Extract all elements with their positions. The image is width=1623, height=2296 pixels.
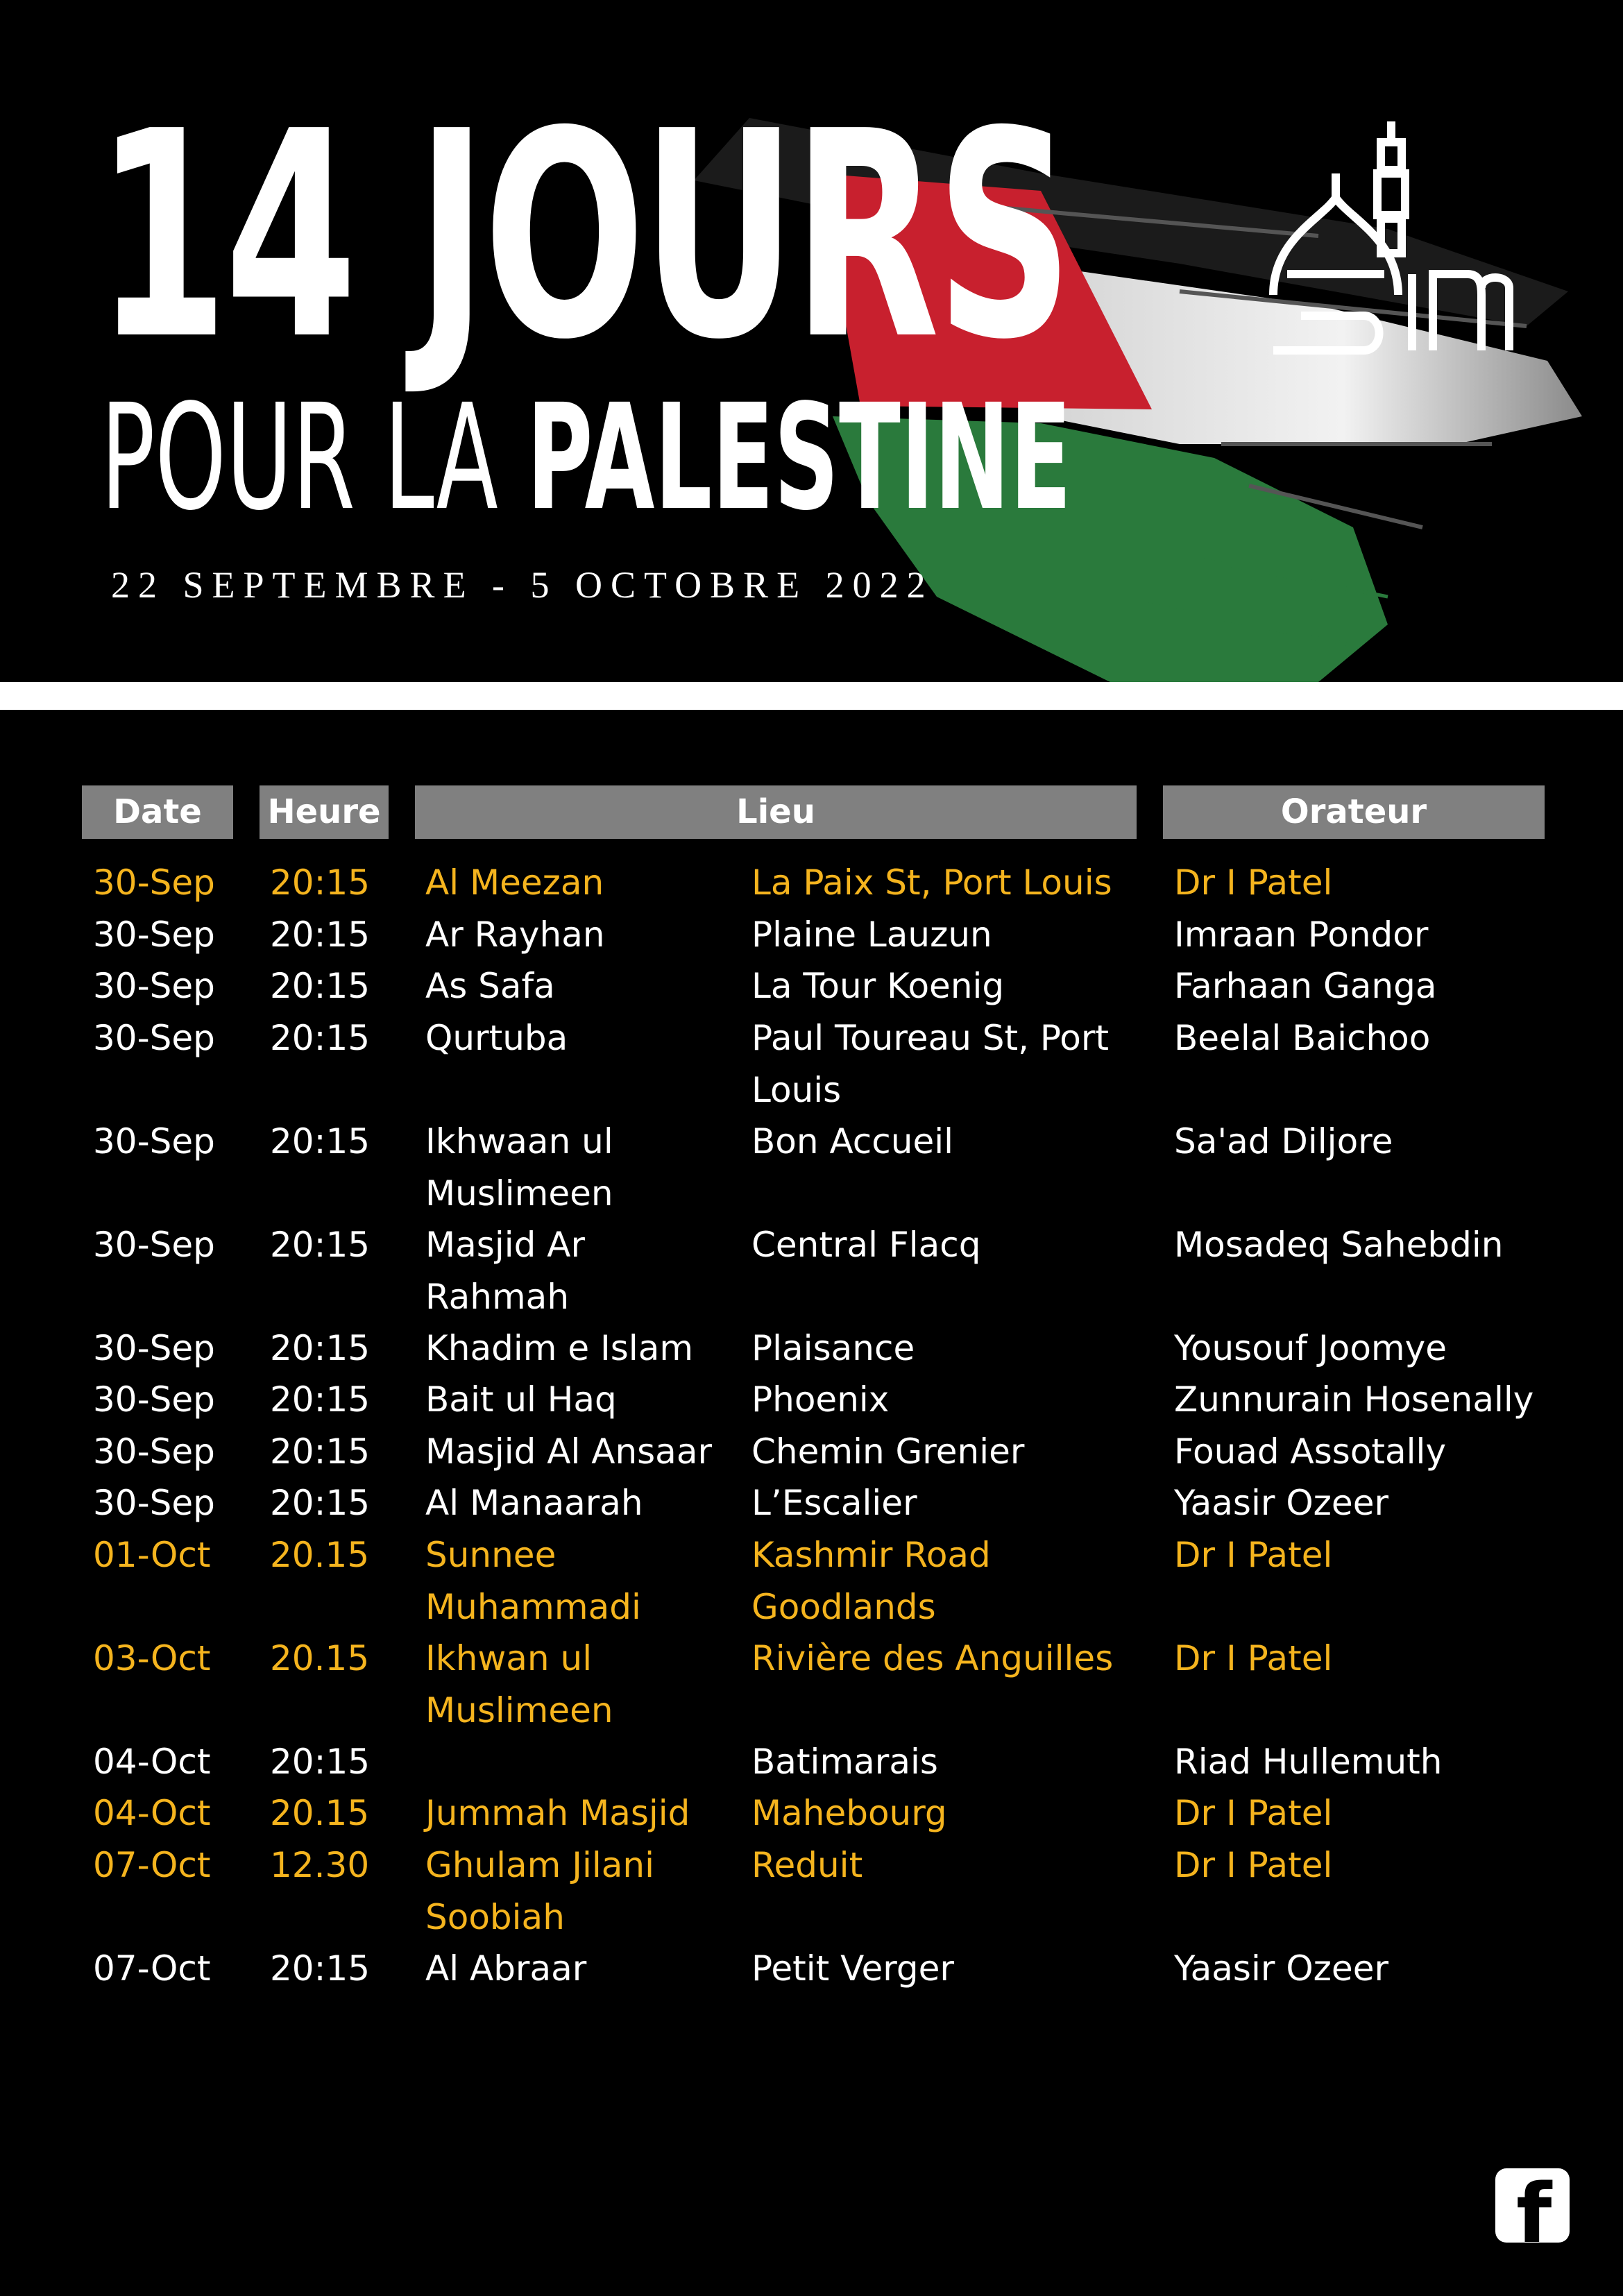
cell-lieu-place: L’Escalier — [751, 1483, 917, 1523]
header-orateur: Orateur — [1163, 785, 1545, 839]
cell-lieu-place: La Paix St, Port Louis — [751, 862, 1112, 903]
cell-date: 30-Sep — [93, 1483, 215, 1523]
cell-date: 04-Oct — [93, 1741, 211, 1782]
cell-heure: 20:15 — [270, 1431, 371, 1472]
event-dates: 22 SEPTEMBRE - 5 OCTOBRE 2022 — [111, 564, 934, 606]
cell-date: 30-Sep — [93, 1327, 215, 1368]
cell-lieu-name: Sunnee Muhammadi — [425, 1534, 641, 1627]
table-row — [0, 1116, 1623, 1219]
table-row — [0, 1529, 1623, 1633]
cell-lieu-place: Reduit — [751, 1844, 863, 1885]
cell-date: 30-Sep — [93, 1431, 215, 1472]
cell-lieu-place: Plaisance — [751, 1327, 915, 1368]
facebook-icon[interactable] — [1495, 2166, 1570, 2261]
table-row — [0, 1012, 1623, 1116]
header-date: Date — [82, 785, 233, 839]
table-row — [0, 1787, 1623, 1839]
cell-lieu-name: As Safa — [425, 966, 555, 1006]
cell-heure: 20:15 — [270, 1327, 371, 1368]
cell-lieu-name: Bait ul Haq — [425, 1379, 617, 1420]
cell-orateur: Fouad Assotally — [1174, 1431, 1447, 1472]
cell-lieu-name: Ghulam Jilani Soobiah — [425, 1844, 655, 1937]
cell-lieu-name: Jummah Masjid — [425, 1793, 690, 1833]
cell-heure: 20:15 — [270, 1379, 371, 1420]
cell-lieu-place: Paul Toureau St, Port Louis — [751, 1017, 1110, 1110]
cell-lieu-place: Mahebourg — [751, 1793, 947, 1833]
title-sub — [101, 373, 1072, 543]
cell-orateur: Sa'ad Diljore — [1174, 1121, 1393, 1162]
cell-lieu-name: Al Abraar — [425, 1948, 587, 1989]
cell-lieu-name: Masjid Ar Rahmah — [425, 1224, 586, 1317]
cell-orateur: Yaasir Ozeer — [1174, 1948, 1389, 1989]
cell-date: 30-Sep — [93, 1379, 215, 1420]
table-row — [0, 1736, 1623, 1788]
table-row — [0, 857, 1623, 909]
table-row — [0, 1219, 1623, 1323]
cell-heure: 20.15 — [270, 1793, 370, 1833]
cell-lieu-place: Chemin Grenier — [751, 1431, 1025, 1472]
table-row — [0, 1374, 1623, 1426]
sim-mosque-logo — [1259, 114, 1523, 364]
cell-orateur: Imraan Pondor — [1174, 914, 1429, 955]
cell-orateur: Dr I Patel — [1174, 862, 1333, 903]
cell-orateur: Yaasir Ozeer — [1174, 1483, 1389, 1523]
cell-lieu-place: La Tour Koenig — [751, 966, 1005, 1006]
cell-orateur: Dr I Patel — [1174, 1638, 1333, 1678]
cell-lieu-place: Kashmir Road Goodlands — [751, 1534, 991, 1627]
divider — [0, 682, 1623, 710]
header-lieu: Lieu — [415, 785, 1137, 839]
cell-heure: 20:15 — [270, 1017, 371, 1058]
cell-orateur: Zunnurain Hosenally — [1174, 1379, 1534, 1420]
table-row — [0, 960, 1623, 1012]
cell-date: 30-Sep — [93, 1224, 215, 1265]
cell-lieu-name: Khadim e Islam — [425, 1327, 694, 1368]
cell-heure: 12.30 — [270, 1844, 370, 1885]
cell-orateur: Mosadeq Sahebdin — [1174, 1224, 1504, 1265]
cell-heure: 20:15 — [270, 1224, 371, 1265]
cell-date: 30-Sep — [93, 914, 215, 955]
cell-heure: 20:15 — [270, 862, 371, 903]
cell-lieu-name: Al Manaarah — [425, 1483, 643, 1523]
cell-orateur: Beelal Baichoo — [1174, 1017, 1431, 1058]
table-row — [0, 1839, 1623, 1943]
table-row — [0, 1633, 1623, 1736]
cell-heure: 20.15 — [270, 1534, 370, 1575]
cell-heure: 20.15 — [270, 1638, 370, 1678]
facebook-f-glyph: f — [1516, 2166, 1552, 2261]
cell-heure: 20:15 — [270, 966, 371, 1006]
cell-lieu-name: Ikhwan ul Muslimeen — [425, 1638, 613, 1730]
cell-date: 30-Sep — [93, 1121, 215, 1162]
cell-date: 04-Oct — [93, 1793, 211, 1833]
table-row — [0, 1323, 1623, 1375]
cell-date: 30-Sep — [93, 966, 215, 1006]
cell-orateur: Farhaan Ganga — [1174, 966, 1437, 1006]
cell-lieu-place: Plaine Lauzun — [751, 914, 992, 955]
cell-lieu-name: Qurtuba — [425, 1017, 568, 1058]
title-main: 14 JOURS — [96, 70, 1070, 402]
cell-lieu-place: Rivière des Anguilles — [751, 1638, 1114, 1678]
table-row — [0, 1943, 1623, 1995]
banner — [0, 0, 1623, 682]
cell-orateur: Dr I Patel — [1174, 1844, 1333, 1885]
cell-date: 01-Oct — [93, 1534, 211, 1575]
cell-heure: 20:15 — [270, 1948, 371, 1989]
cell-date: 30-Sep — [93, 1017, 215, 1058]
table-row — [0, 909, 1623, 961]
cell-lieu-name: Ar Rayhan — [425, 914, 605, 955]
cell-heure: 20:15 — [270, 1121, 371, 1162]
cell-lieu-place: Bon Accueil — [751, 1121, 954, 1162]
table-row — [0, 1426, 1623, 1478]
cell-date: 30-Sep — [93, 862, 215, 903]
cell-heure: 20:15 — [270, 1483, 371, 1523]
cell-heure: 20:15 — [270, 1741, 371, 1782]
cell-lieu-place: Phoenix — [751, 1379, 890, 1420]
cell-lieu-name: Ikhwaan ul Muslimeen — [425, 1121, 613, 1214]
cell-orateur: Dr I Patel — [1174, 1793, 1333, 1833]
cell-orateur: Yousouf Joomye — [1174, 1327, 1447, 1368]
header-heure: Heure — [260, 785, 389, 839]
cell-lieu-name: Masjid Al Ansaar — [425, 1431, 713, 1472]
cell-date: 07-Oct — [93, 1948, 211, 1989]
cell-heure: 20:15 — [270, 914, 371, 955]
cell-lieu-place: Petit Verger — [751, 1948, 954, 1989]
cell-orateur: Dr I Patel — [1174, 1534, 1333, 1575]
cell-date: 07-Oct — [93, 1844, 211, 1885]
cell-orateur: Riad Hullemuth — [1174, 1741, 1443, 1782]
title-sub-bold: PALESTINE — [527, 373, 1072, 543]
cell-lieu-place: Batimarais — [751, 1741, 938, 1782]
cell-date: 03-Oct — [93, 1638, 211, 1678]
cell-lieu-place: Central Flacq — [751, 1224, 981, 1265]
table-row — [0, 1477, 1623, 1529]
cell-lieu-name: Al Meezan — [425, 862, 604, 903]
title-sub-light: POUR LA — [101, 373, 527, 543]
